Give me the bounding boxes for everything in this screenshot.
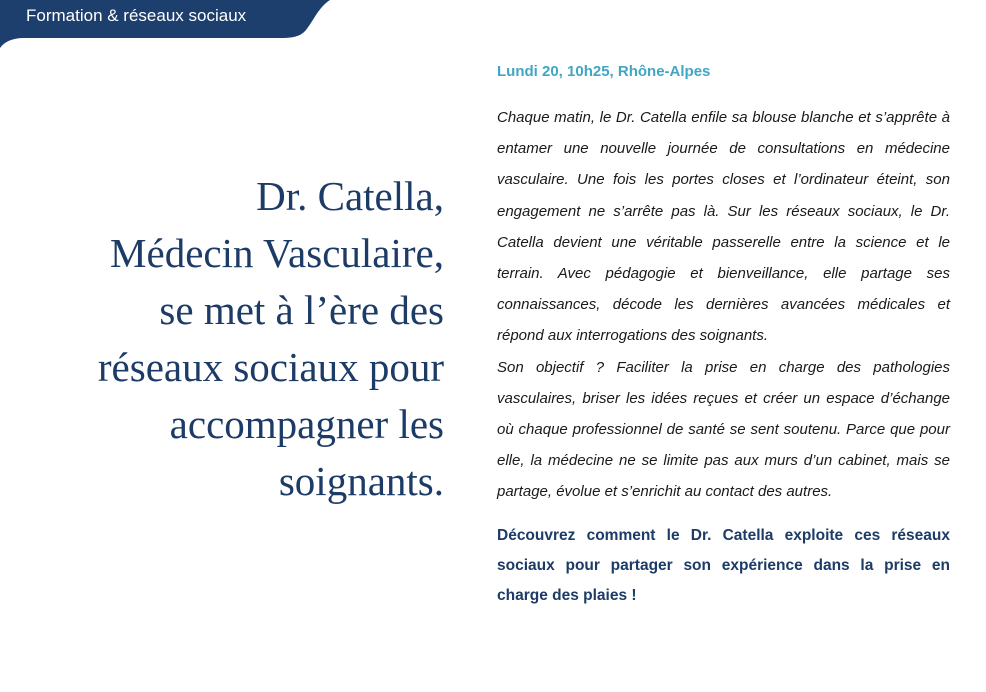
headline-line: réseaux sociaux pour: [97, 344, 444, 390]
call-to-action: Découvrez comment le Dr. Catella exploite ces réseaux sociaux pour partager son expérience dans la prise en charge des plaies !: [497, 526, 950, 604]
dateline: Lundi 20, 10h25, Rhône-Alpes: [497, 63, 711, 80]
article-column: [497, 62, 950, 611]
body-paragraph: Chaque matin, le Dr. Catella enfile sa blouse blanche et s’apprête à entamer une nouvelle journée de consultations en médecine vasculaire. Une fois les portes closes et l’ordinateur éteint, son engagement ne s’arrête pas là. Sur les réseaux sociaux, le Dr. Catella devient une véritable passerelle entre la science et le terrain. Avec pédagogie et bienveillance, elle partage ses connaissances, décode les dernières avancées médicales et répond aux interrogations des soignants.: [497, 109, 950, 345]
headline-line: accompagner les: [169, 401, 444, 447]
headline-line: soignants.: [278, 458, 444, 504]
body-paragraph: Son objectif ? Faciliter la prise en charge des pathologies vasculaires, briser les idées reçues et créer un espace d’échange où chaque professionnel de santé se sent soutenu. Parce que pour elle, la médecine ne se limite pas aux murs d’un cabinet, mais se partage, évolue et s’enrichit au contact des autres.: [497, 358, 950, 501]
section-tab-banner: [0, 0, 330, 48]
section-label: Formation & réseaux sociaux: [26, 6, 247, 25]
headline-line: se met à l’ère des: [159, 287, 444, 333]
headline: [24, 168, 444, 510]
article-body: [497, 102, 950, 508]
headline-line: Dr. Catella,: [256, 173, 444, 219]
headline-line: Médecin Vasculaire,: [110, 230, 444, 276]
